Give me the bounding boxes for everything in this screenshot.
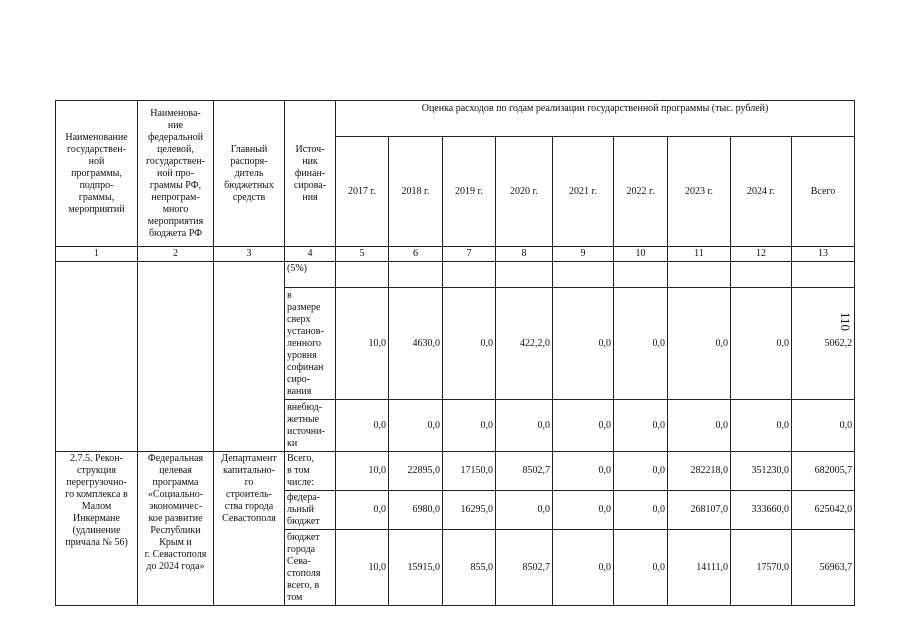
- value-cell: 0,0: [668, 288, 731, 400]
- budget-table: [55, 100, 855, 606]
- table-row: [56, 452, 855, 491]
- value-cell: 0,0: [614, 400, 668, 452]
- empty-name-cell: [56, 262, 138, 452]
- value-cell: 682005,7: [792, 452, 855, 491]
- header-year-2021: 2021 г.: [553, 137, 614, 247]
- column-number: 3: [214, 247, 285, 262]
- header-year-2023: 2023 г.: [668, 137, 731, 247]
- value-cell: 625042,0: [792, 491, 855, 530]
- column-number: 13: [792, 247, 855, 262]
- value-cell: 16295,0: [443, 491, 496, 530]
- value-cell: 8502,7: [496, 530, 553, 606]
- empty-program-cell: [138, 262, 214, 452]
- column-number: 7: [443, 247, 496, 262]
- value-cell: [389, 262, 443, 288]
- funding-source: бюджет города Сева- стополя всего, в том: [285, 530, 336, 606]
- header-row-group: [56, 101, 855, 137]
- measure-name: 2.7.5. Рекон- струкция перегрузочно- го комплекса в Малом Инкермане (удлинение причала № 56): [56, 452, 138, 606]
- value-cell: 14111,0: [668, 530, 731, 606]
- value-cell: 0,0: [496, 491, 553, 530]
- header-year-2019: 2019 г.: [443, 137, 496, 247]
- value-cell: 10,0: [336, 452, 389, 491]
- column-number-row: [56, 247, 855, 262]
- page-number: 110: [838, 312, 853, 332]
- value-cell: 0,0: [731, 400, 792, 452]
- header-year-2024: 2024 г.: [731, 137, 792, 247]
- header-budget-manager: Главный распоря- дитель бюджетных средств: [214, 101, 285, 247]
- value-cell: 0,0: [496, 400, 553, 452]
- value-cell: 6980,0: [389, 491, 443, 530]
- value-cell: 56963,7: [792, 530, 855, 606]
- header-year-2020: 2020 г.: [496, 137, 553, 247]
- value-cell: 282218,0: [668, 452, 731, 491]
- value-cell: 5062,2: [792, 288, 855, 400]
- column-number: 5: [336, 247, 389, 262]
- header-year-2017: 2017 г.: [336, 137, 389, 247]
- value-cell: [614, 262, 668, 288]
- value-cell: 0,0: [731, 288, 792, 400]
- value-cell: 268107,0: [668, 491, 731, 530]
- value-cell: 10,0: [336, 530, 389, 606]
- value-cell: 17570,0: [731, 530, 792, 606]
- value-cell: 0,0: [614, 530, 668, 606]
- value-cell: [553, 262, 614, 288]
- value-cell: 0,0: [443, 288, 496, 400]
- column-number: 1: [56, 247, 138, 262]
- value-cell: [731, 262, 792, 288]
- value-cell: 0,0: [336, 400, 389, 452]
- column-number: 8: [496, 247, 553, 262]
- value-cell: [668, 262, 731, 288]
- value-cell: 422,2,0: [496, 288, 553, 400]
- header-year-2018: 2018 г.: [389, 137, 443, 247]
- column-number: 6: [389, 247, 443, 262]
- header-year-2022: 2022 г.: [614, 137, 668, 247]
- value-cell: 22895,0: [389, 452, 443, 491]
- value-cell: 0,0: [614, 288, 668, 400]
- header-years-group: Оценка расходов по годам реализации государственной программы (тыс. рублей): [336, 101, 855, 137]
- funding-source: Всего, в том числе:: [285, 452, 336, 491]
- column-number: 12: [731, 247, 792, 262]
- value-cell: 0,0: [553, 530, 614, 606]
- column-number: 11: [668, 247, 731, 262]
- funding-source: внебюд- жетные источни- ки: [285, 400, 336, 452]
- value-cell: 17150,0: [443, 452, 496, 491]
- value-cell: 8502,7: [496, 452, 553, 491]
- header-funding-source: Источ- ник финан- сирова- ния: [285, 101, 336, 247]
- value-cell: 855,0: [443, 530, 496, 606]
- header-total: Всего: [792, 137, 855, 247]
- value-cell: 0,0: [389, 400, 443, 452]
- column-number: 10: [614, 247, 668, 262]
- value-cell: [443, 262, 496, 288]
- column-number: 4: [285, 247, 336, 262]
- column-number: 2: [138, 247, 214, 262]
- value-cell: [792, 262, 855, 288]
- budget-manager-name: Департамент капитально- го строитель- ства города Севастополя: [214, 452, 285, 606]
- value-cell: 15915,0: [389, 530, 443, 606]
- column-number: 9: [553, 247, 614, 262]
- value-cell: 333660,0: [731, 491, 792, 530]
- value-cell: 0,0: [553, 400, 614, 452]
- federal-program-name: Федеральная целевая программа «Социально- экономичес- кое развитие Республики Крым и г. Севастополя до 2024 года»: [138, 452, 214, 606]
- value-cell: [336, 262, 389, 288]
- header-federal-program: Наименова- ние федеральной целевой, государствен- ной про- граммы РФ, непрограм- много мероприятия бюджета РФ: [138, 101, 214, 247]
- funding-source: (5%): [285, 262, 336, 288]
- value-cell: 0,0: [792, 400, 855, 452]
- value-cell: 0,0: [668, 400, 731, 452]
- value-cell: 0,0: [553, 452, 614, 491]
- value-cell: 351230,0: [731, 452, 792, 491]
- value-cell: 0,0: [336, 491, 389, 530]
- header-program-name: Наименование государствен- ной программы, подпро- граммы, мероприятий: [56, 101, 138, 247]
- funding-source: федера- льный бюджет: [285, 491, 336, 530]
- value-cell: 0,0: [553, 491, 614, 530]
- funding-source: в размере сверх установ- ленного уровня софинан сиро- вания: [285, 288, 336, 400]
- value-cell: 0,0: [614, 452, 668, 491]
- value-cell: 4630,0: [389, 288, 443, 400]
- value-cell: 0,0: [614, 491, 668, 530]
- value-cell: [496, 262, 553, 288]
- value-cell: 0,0: [553, 288, 614, 400]
- empty-manager-cell: [214, 262, 285, 452]
- value-cell: 0,0: [443, 400, 496, 452]
- value-cell: 10,0: [336, 288, 389, 400]
- table-row: [56, 262, 855, 288]
